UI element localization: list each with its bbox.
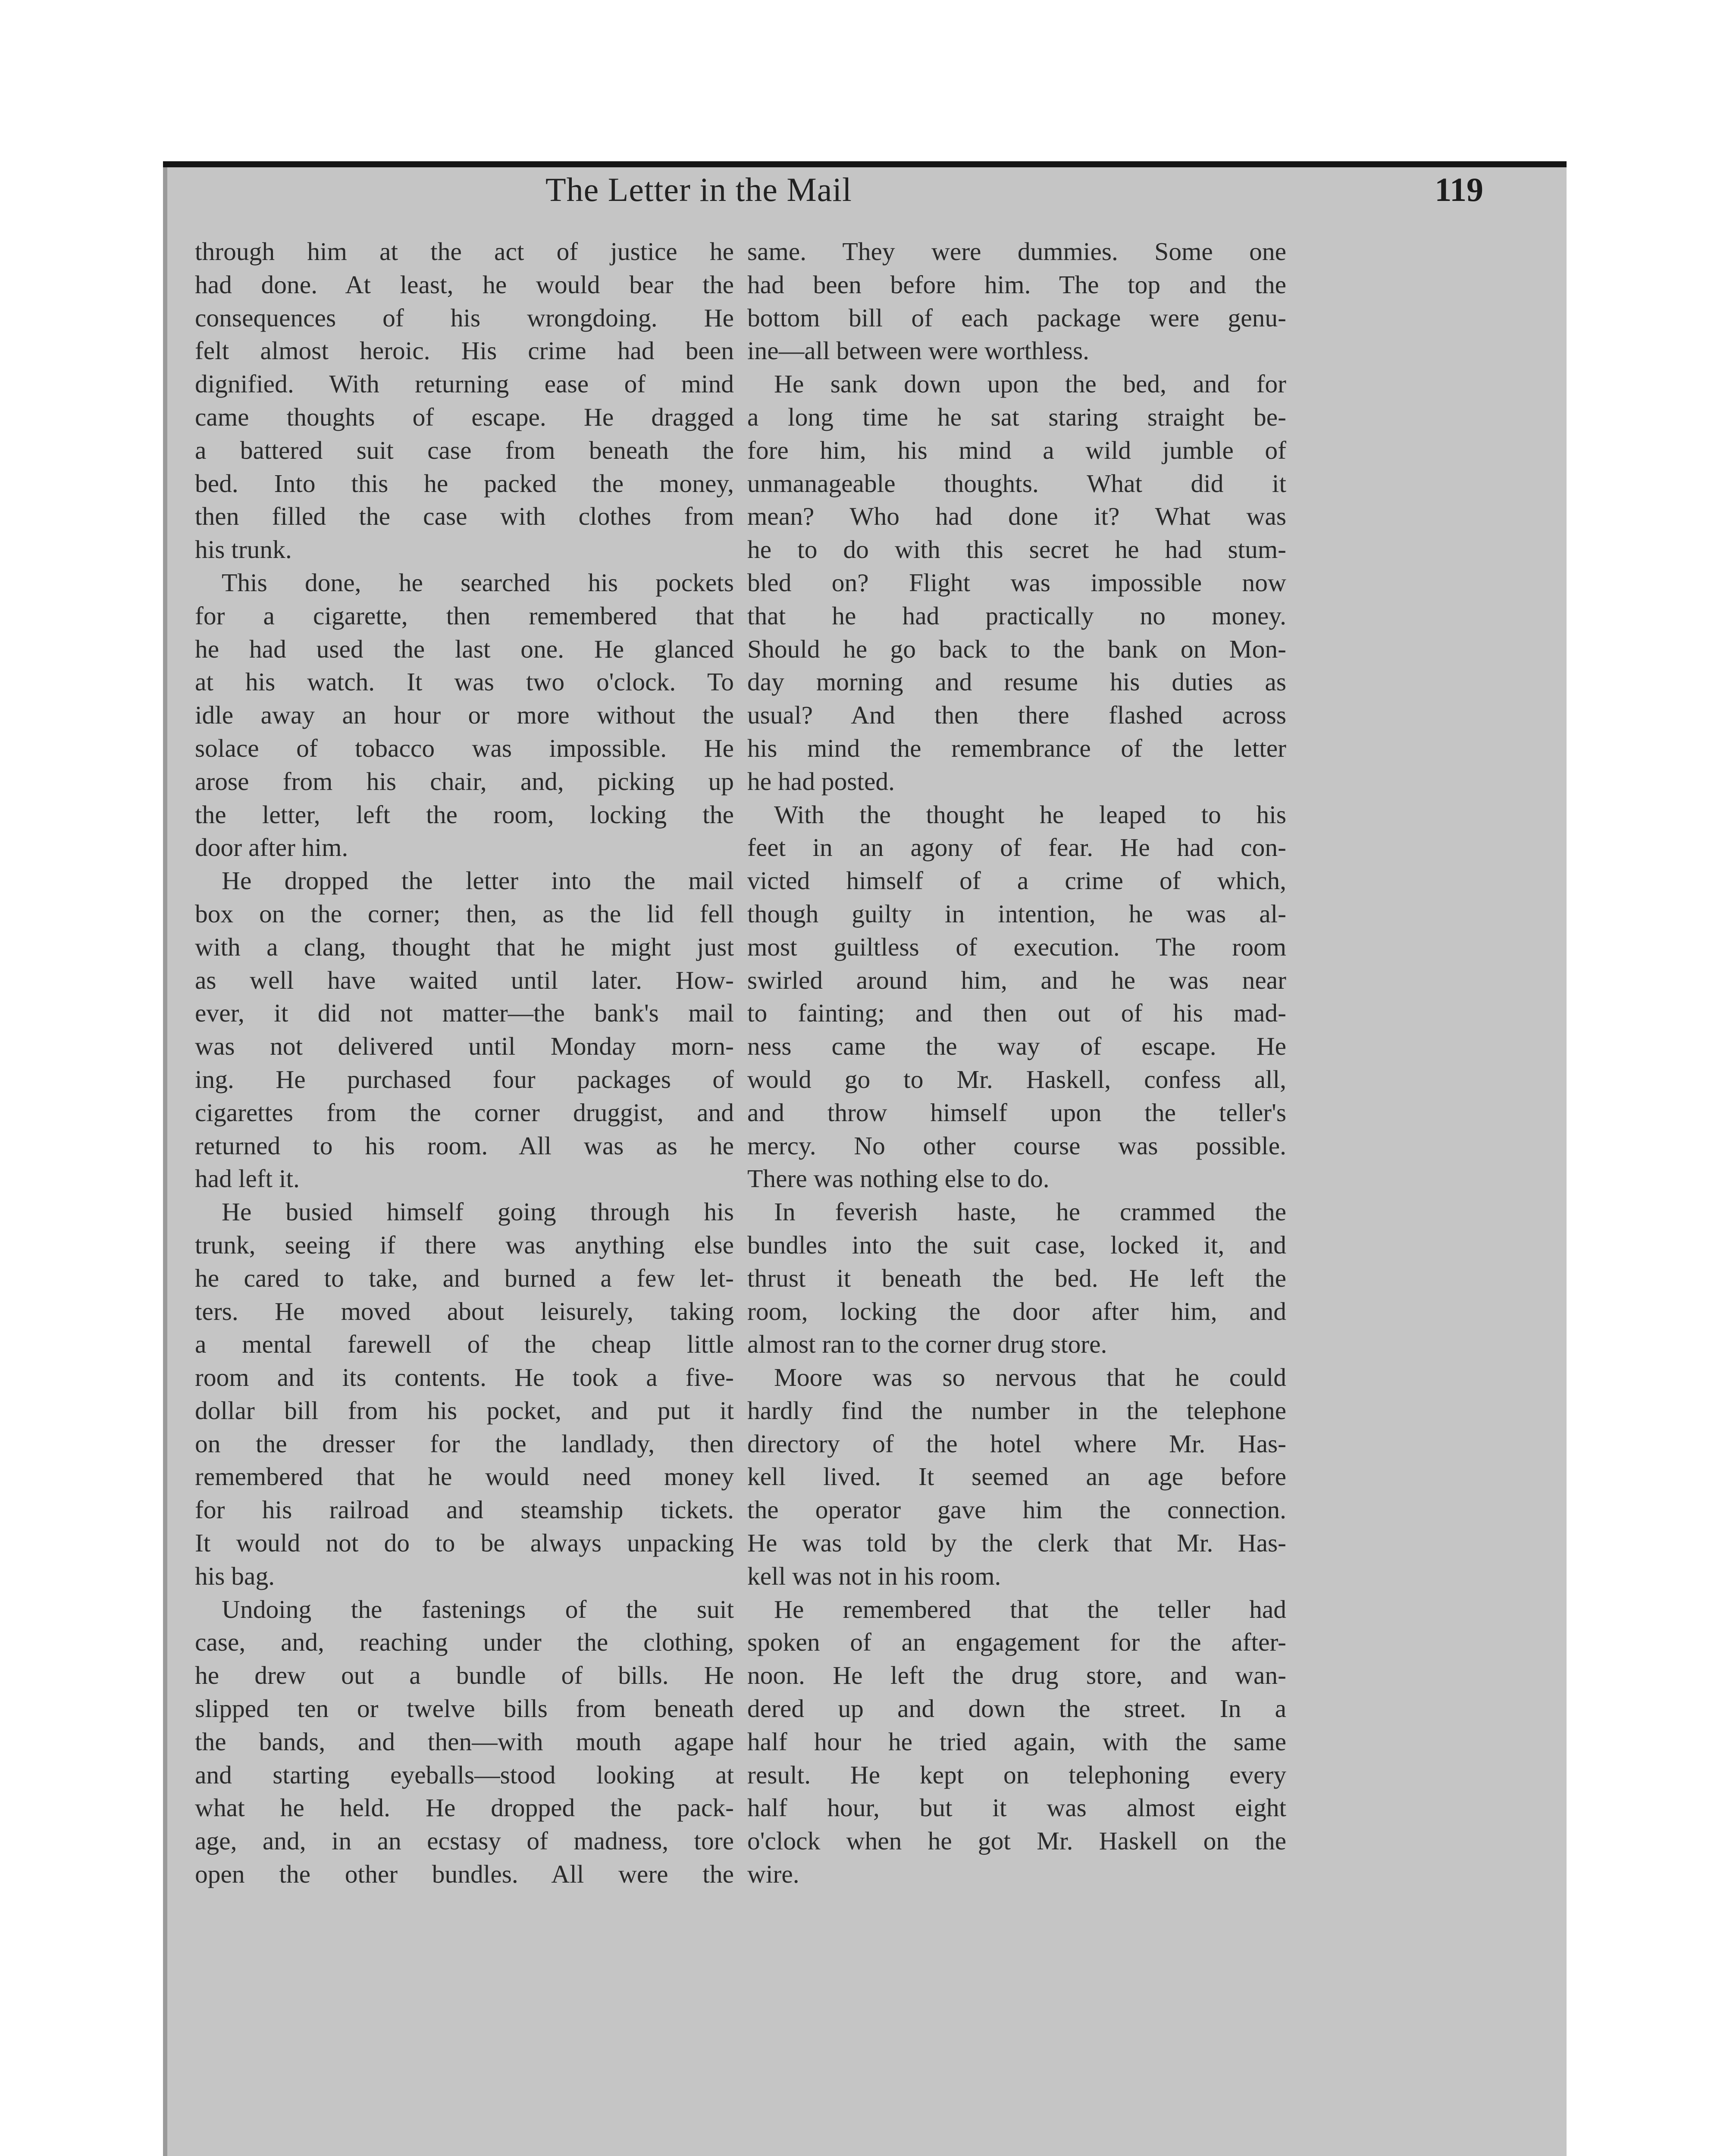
text-line: He was told by the clerk that Mr. Has- (747, 1529, 1286, 1557)
text-line: arose from his chair, and, picking up (195, 767, 734, 796)
text-line: the operator gave him the connection. (747, 1495, 1286, 1524)
page-shadow-edge (163, 167, 167, 2156)
text-line: thrust it beneath the bed. He left the (747, 1263, 1286, 1292)
text-line: mercy. No other course was possible. (747, 1131, 1286, 1160)
text-line: most guiltless of execution. The room (747, 932, 1286, 961)
text-line: he cared to take, and burned a few let- (195, 1263, 734, 1292)
text-line: with a clang, thought that he might just (195, 932, 734, 961)
text-line: Should he go back to the bank on Mon- (747, 634, 1286, 663)
text-line: as well have waited until later. How- (195, 965, 734, 994)
text-line: the bands, and then—with mouth agape (195, 1727, 734, 1756)
text-line: feet in an agony of fear. He had con- (747, 833, 1286, 862)
text-line: dignified. With returning ease of mind (195, 370, 734, 398)
text-line: kell was not in his room. (747, 1561, 1001, 1590)
text-line: idle away an hour or more without the (195, 701, 734, 730)
text-line: a long time he sat staring straight be- (747, 402, 1286, 431)
text-line: he drew out a bundle of bills. He (195, 1661, 734, 1690)
text-line: hardly find the number in the telephone (747, 1396, 1286, 1425)
text-line: spoken of an engagement for the after- (747, 1628, 1286, 1657)
text-line: ing. He purchased four packages of (195, 1065, 734, 1094)
text-line: for his railroad and steamship tickets. (195, 1495, 734, 1524)
text-line: This done, he searched his pockets (222, 568, 734, 597)
text-line: ters. He moved about leisurely, taking (195, 1297, 734, 1326)
text-line: dered up and down the street. In a (747, 1694, 1286, 1723)
text-line: door after him. (195, 833, 348, 862)
text-column-right (747, 235, 1286, 1891)
text-line: age, and, in an ecstasy of madness, tore (195, 1827, 734, 1855)
text-line: o'clock when he got Mr. Haskell on the (747, 1827, 1286, 1855)
text-line: his trunk. (195, 535, 292, 564)
text-line: was not delivered until Monday morn- (195, 1032, 734, 1061)
page-number: 119 (1435, 171, 1483, 208)
running-header (545, 170, 1483, 209)
text-line: room, locking the door after him, and (747, 1297, 1286, 1326)
text-line: He dropped the letter into the mail (222, 866, 734, 895)
text-line: and throw himself upon the teller's (747, 1098, 1286, 1127)
text-line: ever, it did not matter—the bank's mail (195, 999, 734, 1028)
text-line: Moore was so nervous that he could (774, 1363, 1286, 1392)
text-line: same. They were dummies. Some one (747, 237, 1286, 266)
text-line: usual? And then there flashed across (747, 701, 1286, 730)
text-line: kell lived. It seemed an age before (747, 1462, 1286, 1491)
text-line: for a cigarette, then remembered that (195, 601, 734, 630)
text-line: swirled around him, and he was near (747, 965, 1286, 994)
text-line: a battered suit case from beneath the (195, 436, 734, 464)
text-line: though guilty in intention, he was al- (747, 899, 1286, 928)
text-line: to fainting; and then out of his mad- (747, 999, 1286, 1028)
text-line: felt almost heroic. His crime had been (195, 336, 734, 365)
text-line: came thoughts of escape. He dragged (195, 402, 734, 431)
text-line: solace of tobacco was impossible. He (195, 733, 734, 762)
text-line: ine—all between were worthless. (747, 336, 1090, 365)
text-line: bled on? Flight was impossible now (747, 568, 1286, 597)
text-line: Undoing the fastenings of the suit (222, 1595, 734, 1623)
text-line: directory of the hotel where Mr. Has- (747, 1429, 1286, 1458)
text-line: fore him, his mind a wild jumble of (747, 436, 1286, 464)
text-line: result. He kept on telephoning every (747, 1760, 1286, 1789)
text-line: he to do with this secret he had stum- (747, 535, 1286, 564)
text-line: on the dresser for the landlady, then (195, 1429, 734, 1458)
text-line: half hour he tried again, with the same (747, 1727, 1286, 1756)
text-line: had left it. (195, 1164, 300, 1193)
text-line: box on the corner; then, as the lid fell (195, 899, 734, 928)
text-line: returned to his room. All was as he (195, 1131, 734, 1160)
text-line: victed himself of a crime of which, (747, 866, 1286, 895)
text-line: day morning and resume his duties as (747, 667, 1286, 696)
text-line: at his watch. It was two o'clock. To (195, 667, 734, 696)
text-line: dollar bill from his pocket, and put it (195, 1396, 734, 1425)
text-line: mean? Who had done it? What was (747, 502, 1286, 531)
text-line: He sank down upon the bed, and for (774, 370, 1286, 398)
text-line: case, and, reaching under the clothing, (195, 1628, 734, 1657)
text-line: noon. He left the drug store, and wan- (747, 1661, 1286, 1690)
text-line: wire. (747, 1860, 799, 1889)
text-line: ness came the way of escape. He (747, 1032, 1286, 1061)
text-line: cigarettes from the corner druggist, and (195, 1098, 734, 1127)
text-column-left (195, 235, 734, 1891)
text-line: There was nothing else to do. (747, 1164, 1050, 1193)
text-line: that he had practically no money. (747, 601, 1286, 630)
text-line: It would not do to be always unpacking (195, 1529, 734, 1557)
text-line: what he held. He dropped the pack- (195, 1793, 734, 1822)
text-line: and starting eyeballs—stood looking at (195, 1760, 734, 1789)
text-line: unmanageable thoughts. What did it (747, 469, 1286, 498)
text-line: He busied himself going through his (222, 1197, 734, 1226)
text-line: slipped ten or twelve bills from beneath (195, 1694, 734, 1723)
text-line: had done. At least, he would bear the (195, 270, 734, 299)
text-line: bundles into the suit case, locked it, and (747, 1230, 1286, 1259)
text-line: he had posted. (747, 767, 895, 796)
text-line: room and its contents. He took a five- (195, 1363, 734, 1392)
text-line: bottom bill of each package were genu- (747, 303, 1286, 332)
text-line: With the thought he leaped to his (774, 800, 1286, 829)
text-line: consequences of his wrongdoing. He (195, 303, 734, 332)
text-line: would go to Mr. Haskell, confess all, (747, 1065, 1286, 1094)
text-line: a mental farewell of the cheap little (195, 1330, 734, 1359)
running-title: The Letter in the Mail (545, 171, 852, 208)
text-line: half hour, but it was almost eight (747, 1793, 1286, 1822)
text-line: He remembered that the teller had (774, 1595, 1286, 1623)
text-line: remembered that he would need money (195, 1462, 734, 1491)
text-line: then filled the case with clothes from (195, 502, 734, 531)
text-line: he had used the last one. He glanced (195, 634, 734, 663)
text-line: his mind the remembrance of the letter (747, 733, 1286, 762)
text-line: his bag. (195, 1561, 275, 1590)
text-line: In feverish haste, he crammed the (774, 1197, 1286, 1226)
text-line: bed. Into this he packed the money, (195, 469, 734, 498)
text-line: had been before him. The top and the (747, 270, 1286, 299)
text-line: open the other bundles. All were the (195, 1860, 734, 1889)
text-line: trunk, seeing if there was anything else (195, 1230, 734, 1259)
text-line: almost ran to the corner drug store. (747, 1330, 1107, 1359)
text-line: through him at the act of justice he (195, 237, 734, 266)
text-line: the letter, left the room, locking the (195, 800, 734, 829)
